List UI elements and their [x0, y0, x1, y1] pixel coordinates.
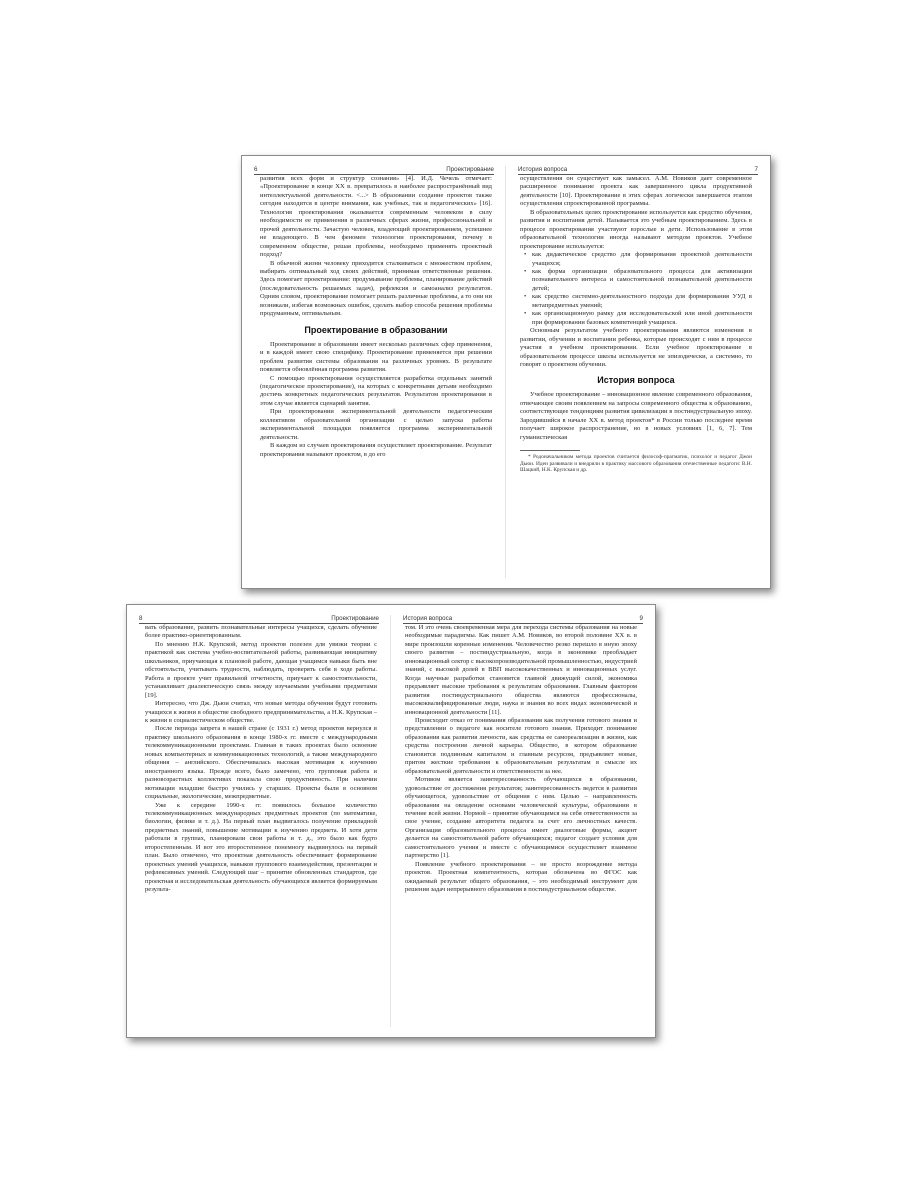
- running-header: [403, 613, 643, 624]
- list-item: • как дидактическое средство для формирования проектной деятельности учащихся;: [532, 251, 752, 268]
- running-header: [518, 164, 758, 175]
- paragraph: С помощью проектирования осуществляется разработка отдельных занятий (педагогическое проектирование), на которых с конкретными детьми необходимо достичь конкретных педагогических результатов. Результатом проектирования в этом случае является сценарий занятия.: [260, 374, 492, 407]
- list-item: • как организационную рамку для исследовательской или иной деятельности при формировании базовых компетенций учащихся.: [532, 310, 752, 327]
- paragraph: том. И это очень своевременная мера для перехода системы образования на новые необходимые парадигмы. Как пишет А.М. Новиков, во второй половине XX в. в мире произошли коренные изменения. Человечество резко перешло в иную эпоху своего развития – постиндустриальную, когда в экономике преобладает инновационный сектор с высокопроизводительной промышленностью, индустрией знаний, с высокой долей в ВВП высококачественных и инновационных услуг. Когда научные разработки становятся главной движущей силой, экономика предъявляет высокие требования к результатам образования. Главным фактором развития постиндустриального общества являются профессионалы, высококвалифицированные люди, наука и знания во всех видах экономической и инновационной деятельности [11].: [405, 624, 637, 716]
- paragraph: При проектировании экспериментальной деятельности педагогическим коллективом образовательной организации с целью запуска работы экспериментальной площадки появляется программа экспериментальной деятельности.: [260, 408, 492, 441]
- footnote-rule: [520, 450, 580, 451]
- section-heading: История вопроса: [597, 375, 675, 386]
- running-title: История вопроса: [403, 615, 453, 622]
- running-header: [254, 164, 494, 175]
- page-right: [391, 605, 655, 1037]
- footnote: * Родоначальником метода проектов считается философ-прагматик, психолог и педагог Джон Дьюи. Идеи развивали и внедряли в практику массового образования отечественные педагоги: В.Н. Шацкий, Н.К. Крупская и др.: [520, 454, 752, 474]
- page-right: [506, 156, 770, 588]
- page-left: [242, 156, 506, 588]
- paragraph: Мотивом является заинтересованность обучающихся в образовании, удовольствие от достижения результатов; заинтересованность ведется в развитии обучающегося, удовольствие от общения с ним. Целью – направленность образования на овладение основами человеческой культуры, образовании в течение всей жизни. Нормой – принятие обучающимся на себя ответственности за свое учение, создание авторитета педагога за счет его личностных качеств. Организация образовательного процесса имеет диалоговые формы, акцент делается на самостоятельной работе обучающихся; педагог создает условия для самостоятельного учения и вместе с обучающимися осуществляет взаимное партнерство [1].: [405, 776, 637, 860]
- page-number: 8: [139, 615, 143, 622]
- paragraph: После периода запрета в нашей стране (с 1931 г.) метод проектов вернулся в практику школьного образования в конце 1980-х гг. вместе с международными телекоммуникационными проектами. Главная в таких проектах было освоение новых компьютерных и коммуникационных технологий, а также международного общения – английского. Обеспечивалась высокая мотивация к изучению иностранного языка. Прежде всего, было замечено, что групповая работа и разновозрастных коллективах показала свою продуктивность. При наличии мотивации младшие быстро учились у старших. Проекты были в основном социальные, экологические, межпредметные.: [145, 725, 377, 801]
- bullet-list: [520, 251, 752, 327]
- page-number: 7: [754, 166, 758, 173]
- paragraph: Основным результатом учебного проектирования являются изменения в развитии, обучении и воспитании ребенка, которые происходят с ним в процессе участия в учебном проектировании. Если учебное проектирование в образовательном процессе школы используется не эпизодически, а системно, то говорят о проектном обучении.: [520, 327, 752, 368]
- list-item: • как форма организации образовательного процесса для активизации познавательного интереса и самостоятельной познавательной деятельности детей;: [532, 268, 752, 293]
- paragraph: В каждом из случаев проектирования осуществляет проектирование. Результат проектирования называют проектом, в до его: [260, 442, 492, 458]
- page-number: 6: [254, 166, 258, 173]
- book-spread-bottom: [126, 604, 656, 1038]
- paragraph: Уже к середине 1990-х гг. появилось большое количество телекоммуникационных международных предметных проектов (по математике, биологии, физике и т. д.). На первый план выдвигалось получение прикладной предметных знаний, повышение мотивации к изучению предмета. И хотя дети работали в группах, планировали свои работы и т. д., это было как будто второстепенным. И вот это второстепенное понемногу выдвинулось на первый план. Было отмечено, что проектная деятельность обеспечивает формирование проектных умений учащихся, навыков группового взаимодействия, презентации и рефлексивных умений. Следующий шаг – принятие обновленных стандартов, где проектная и исследовательская деятельность обучающихся является формируемым результа-: [145, 801, 377, 894]
- running-header: [139, 613, 379, 624]
- paragraph: В образовательных целях проектирование используется как средство обучения, развития и воспитания детей. Называется это учебным проектированием. Здесь в процессе проектирования участвуют взрослые и дети. Использование в этом образовательной технологии иногда называют методом проектов. Учебное проектирование используется:: [520, 208, 752, 250]
- paragraph: Проектирование в образовании имеет несколько различных сфер применения, и в каждой имеет свою специфику. Проектирование применяется при решении проблем развития системы образования на различных уровнях. В результате появляется обновлённая программа развития.: [260, 340, 492, 374]
- paragraph: В обычной жизни человеку приходится сталкиваться с множеством проблем, выбирать оптимальный ход своих действий, принимая ответственные решения. Здесь помогает проектирование: продумывание проблемы, планирование действий (последовательность решаемых задач), рефлексия и самоанализ результатов. Одним словом, проектирование помогает решать различные проблемы, а то они ни возникали, избегая возможных ошибок, сделать выбор способа решения проблемы продуманным, оптимальным.: [260, 259, 492, 318]
- running-title: История вопроса: [518, 166, 568, 173]
- paragraph: развития всех форм и структур сознания» [4]. И.Д. Чечель отмечает: «Проектирование в конце XX в. превратилось в наиболее распространённый вид интеллектуальной деятельности. <...> В образовании создание проектов также сегодня находится в центре внимания, как учебных, так и педагогических» [16]. Технология проектирования оказывается современным человеком в силу необходимости ее применения в различных сферах жизни, профессиональной и прочей деятельности. Зачастую человек, владеющий проектированием, успешнее не владеющего. В чем феномен технологии проектирования, почему в современном обществе, решая проблемы, необходимо применять проектный подход?: [260, 175, 492, 259]
- page-number: 9: [639, 615, 643, 622]
- paragraph: По мнению Н.К. Крупской, метод проектов полезен для увязки теории с практикой как система учебно-воспитательной работы, развивающая инициативу школьников, приучающая к плановой работе, дающая учащимся навыки быть вне обстоятельств, учитывать трудности, наблюдать, проверять себя в ходе работы. Работа в проекте учит правильной отчетности, приучает к самостоятельности, устанавливает диалектическую связь между изучаемыми учебными предметами [19].: [145, 640, 377, 699]
- paragraph: Интересно, что Дж. Дьюи считал, что новые методы обучения будут готовить учащихся к жизни в обществе свободного предпринимательства, а Н.К. Крупская – к жизни в социалистическом обществе.: [145, 700, 377, 724]
- running-title: Проектирование: [446, 166, 494, 173]
- section-heading: Проектирование в образовании: [304, 324, 448, 335]
- paragraph: осуществления он существует как замысел. А.М. Новиков дает современное расширенное понимание проекта как завершенного цикла продуктивной деятельности [10]. Проектирование в этих сферах логически завершается этапом осуществления спроектированной программы.: [520, 175, 752, 208]
- running-title: Проектирование: [331, 615, 379, 622]
- book-spread-top: [241, 155, 771, 589]
- paragraph: Происходит отказ от понимания образования как получения готового знания и представлении о педагоге как носителе готового знания. Приходит понимание образования как развития личности, как средства ее самореализации в жизни, как средства построения личной карьеры. Общество, в котором образование становится подлинным капиталом и главным ресурсом, предъявляет новые, притом жесткие требования к образовательным результатам в смысле их образовательной деятельности и ответственности за нее.: [405, 716, 637, 775]
- paragraph: вать образование, развить познавательные интересы учащихся, сделать обучение более практико-ориентированным.: [145, 624, 377, 640]
- paragraph: Появление учебного проектирования – не просто возрождение метода проектов. Проектная компетентность, которая обозначена во ФГОС как ожидаемый результат общего образования, – это необходимый инструмент для решения задач непрерывного образования в постиндустриальном обществе.: [405, 860, 637, 894]
- page-left: [127, 605, 391, 1037]
- paragraph: Учебное проектирование – инновационное явление современного образования, отвечающее своим появлением на запросы современного общества к образованию, соответствующее тенденциям развития цивилизации в постиндустриальную эпоху. Зародившийся в начале XX в. метод проектов* в России только последнее время получает широкое распространение, но в новых условиях [1, 6, 7]. Тем гуманистическая: [520, 391, 752, 441]
- list-item: • как средство системно-деятельностного подхода для формирования УУД в метапредметных умений;: [532, 293, 752, 310]
